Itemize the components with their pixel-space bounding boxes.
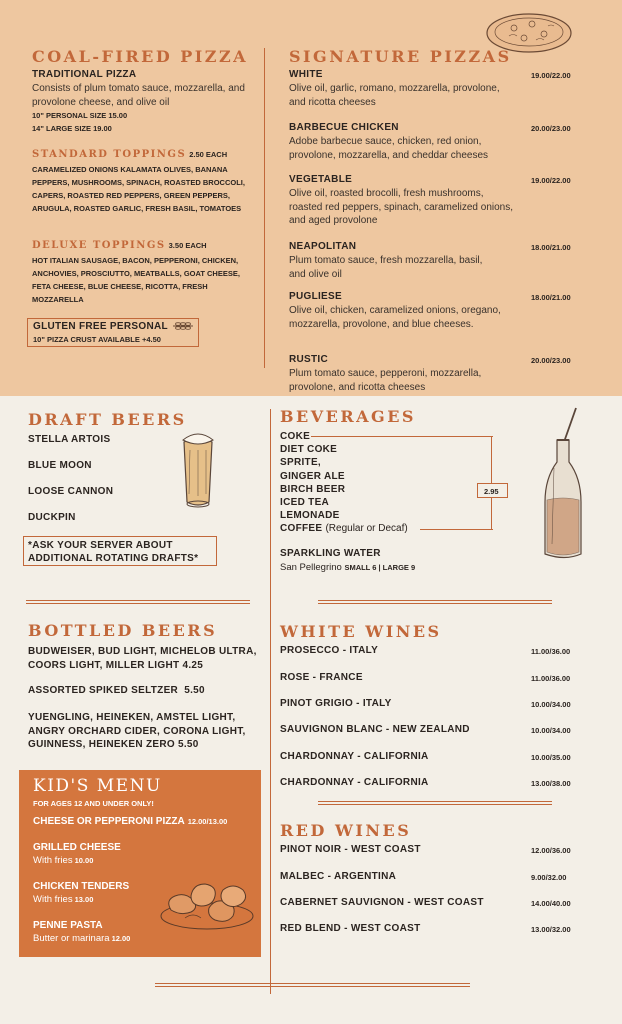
traditional-pizza-desc: Consists of plum tomato sauce, mozzarella, and provolone cheese, and olive oil: [32, 83, 245, 108]
kids-item-chicken-tenders: CHICKEN TENDERS: [33, 881, 130, 892]
bottled-item: YUENGLING, HEINEKEN, AMSTEL LIGHT, ANGRY ORCHARD CIDER, CORONA LIGHT, GUINNESS, HEINEKEN ZERO 5.50: [28, 712, 246, 750]
white-wine-item: CHARDONNAY - CALIFORNIA: [280, 777, 429, 788]
kids-item-penne-pasta: PENNE PASTA: [33, 920, 103, 931]
traditional-size-personal: 10" PERSONAL SIZE 15.00: [32, 111, 128, 120]
pellegrino-line: [280, 562, 415, 573]
kids-item-name: CHEESE OR PEPPERONI PIZZA: [33, 816, 185, 827]
divider-bottom: [155, 983, 470, 987]
red-wine-item: MALBEC - ARGENTINA: [280, 871, 397, 882]
white-wine-price: 11.00/36.00: [531, 647, 571, 656]
wheat-icon: [172, 321, 194, 331]
deluxe-toppings-title: [32, 240, 207, 251]
red-wine-price: 9.00/32.00: [531, 873, 567, 882]
kids-item-chicken-tenders-desc: [33, 894, 93, 905]
kids-item-price: 13.00: [74, 895, 94, 904]
signature-item-rustic-price: 20.00/23.00: [531, 356, 571, 365]
signature-title: SIGNATURE PIZZAS: [289, 47, 512, 66]
pellegrino-sizes: SMALL 6 | LARGE 9: [344, 563, 416, 572]
signature-item-white-price: 19.00/22.00: [531, 71, 571, 80]
bottled-item: ASSORTED SPIKED SELTZER 5.50: [28, 685, 205, 696]
bottled-item: BUDWEISER, BUD LIGHT, MICHELOB ULTRA, COORS LIGHT, MILLER LIGHT 4.25: [28, 646, 257, 671]
white-wine-item: SAUVIGNON BLANC - NEW ZEALAND: [280, 724, 470, 735]
beverages-title: BEVERAGES: [280, 407, 416, 426]
white-wines-title: WHITE WINES: [280, 622, 442, 641]
coffee-note: (Regular or Decaf): [325, 523, 408, 535]
white-wine-item: ROSE - FRANCE: [280, 672, 363, 683]
beer-glass-icon: [178, 432, 218, 514]
white-wine-item: CHARDONNAY - CALIFORNIA: [280, 751, 429, 762]
kids-menu-subtitle: FOR AGES 12 AND UNDER ONLY!: [33, 799, 154, 808]
standard-toppings-list: CARAMELIZED ONIONS KALAMATA OLIVES, BANANA PEPPERS, MUSHROOMS, SPINACH, ROASTED BROCCOLI, CAPERS, ROASTED RED PEPPERS, GREEN PEPPERS, ARUGULA, ROASTED GARLIC, FRESH BASIL, TOMATOES: [32, 165, 245, 213]
signature-item-rustic-name: RUSTIC: [289, 354, 329, 365]
signature-item-bbq-name: BARBECUE CHICKEN: [289, 122, 399, 133]
chicken-tenders-icon: [157, 874, 255, 934]
white-wine-price: 11.00/36.00: [531, 674, 571, 683]
kids-menu-panel: [19, 770, 261, 957]
draft-note: *ASK YOUR SERVER ABOUT ADDITIONAL ROTATING DRAFTS*: [28, 540, 199, 564]
draft-item: DUCKPIN: [28, 512, 76, 523]
kids-item-grilled-cheese: GRILLED CHEESE: [33, 842, 121, 853]
kids-item-desc: Butter or marinara: [33, 933, 110, 944]
draft-item: STELLA ARTOIS: [28, 434, 111, 445]
draft-beers-title: DRAFT BEERS: [28, 410, 187, 429]
divider-left-1: [26, 600, 250, 604]
signature-item-white-name: WHITE: [289, 69, 323, 80]
signature-item-neapolitan-name: NEAPOLITAN: [289, 241, 357, 252]
signature-item-rustic-desc: Plum tomato sauce, pepperoni, mozzarella, provolone, and ricotta cheeses: [289, 368, 482, 393]
deluxe-toppings-price: 3.50 EACH: [168, 241, 207, 250]
white-wine-price: 13.00/38.00: [531, 779, 571, 788]
signature-item-vegetable-desc: Olive oil, roasted brocolli, fresh mushrooms, roasted red peppers, spinach, caramelized onions, and aged provolone: [289, 188, 514, 226]
beverage-item-coffee: [280, 522, 408, 535]
pellegrino-label: San Pellegrino: [280, 562, 342, 573]
draft-item: BLUE MOON: [28, 460, 92, 471]
white-wine-price: 10.00/34.00: [531, 700, 571, 709]
traditional-size-large: 14" LARGE SIZE 19.00: [32, 124, 112, 133]
traditional-pizza-name: TRADITIONAL PIZZA: [32, 69, 137, 80]
bottom-column-divider: [270, 409, 271, 994]
kids-item-price: 12.00: [111, 934, 131, 943]
white-wine-price: 10.00/34.00: [531, 726, 571, 735]
beverage-item: GINGER ALE: [280, 470, 345, 482]
soda-bottle-icon: [540, 404, 586, 564]
signature-item-neapolitan-price: 18.00/21.00: [531, 243, 571, 252]
signature-item-white-desc: Olive oil, garlic, romano, mozzarella, provolone, and ricotta cheeses: [289, 83, 500, 108]
red-wine-item: RED BLEND - WEST COAST: [280, 923, 421, 934]
divider-right-2: [318, 801, 552, 805]
standard-toppings-title: [32, 149, 227, 160]
kids-item-grilled-cheese-desc: [33, 855, 93, 866]
red-wine-item: PINOT NOIR - WEST COAST: [280, 844, 421, 855]
red-wine-item: CABERNET SAUVIGNON - WEST COAST: [280, 897, 484, 908]
red-wines-title: RED WINES: [280, 821, 412, 840]
deluxe-toppings-label: DELUXE TOPPINGS: [32, 240, 166, 251]
red-wine-price: 12.00/36.00: [531, 846, 571, 855]
red-wine-price: 13.00/32.00: [531, 925, 571, 934]
beverage-item: SPRITE,: [280, 457, 321, 469]
kids-item-price: 12.00/13.00: [187, 817, 228, 826]
standard-toppings-label: STANDARD TOPPINGS: [32, 149, 187, 160]
beverage-item: BIRCH BEER: [280, 483, 346, 495]
beverage-list: [280, 430, 408, 536]
white-wine-item: PROSECCO - ITALY: [280, 645, 379, 656]
white-wine-price: 10.00/35.00: [531, 753, 571, 762]
kids-item-desc: With fries: [33, 894, 73, 905]
beverage-item: ICED TEA: [280, 497, 330, 509]
white-wine-item: PINOT GRIGIO - ITALY: [280, 698, 392, 709]
deluxe-toppings-list: HOT ITALIAN SAUSAGE, BACON, PEPPERONI, CHICKEN, ANCHOVIES, PROSCIUTTO, MEATBALLS, GOAT CHEESE, FETA CHEESE, BLUE CHEESE, RICOTTA, FRESH MOZZARELLA: [32, 256, 240, 304]
signature-item-bbq-price: 20.00/23.00: [531, 124, 571, 133]
beverage-item: LEMONADE: [280, 510, 340, 522]
bottled-beers-title: BOTTLED BEERS: [28, 621, 218, 640]
standard-toppings-price: 2.50 EACH: [189, 150, 228, 159]
kids-item-desc: With fries: [33, 855, 73, 866]
gluten-free-title: GLUTEN FREE PERSONAL: [33, 321, 168, 332]
coal-fired-title: COAL-FIRED PIZZA: [32, 47, 249, 66]
beverage-item: COKE: [280, 431, 311, 442]
signature-item-vegetable-name: VEGETABLE: [289, 174, 353, 185]
bracket-bottom: [420, 529, 493, 530]
signature-item-pugliese-name: PUGLIESE: [289, 291, 342, 302]
kids-item-price: 10.00: [74, 856, 94, 865]
signature-item-vegetable-price: 19.00/22.00: [531, 176, 571, 185]
bracket-top: [311, 436, 493, 437]
signature-item-bbq-desc: Adobe barbecue sauce, chicken, red onion, provolone, mozzarella, and cheddar cheeses: [289, 136, 489, 161]
beverage-price: 2.95: [484, 487, 499, 496]
gluten-free-detail: 10" PIZZA CRUST AVAILABLE +4.50: [33, 335, 161, 344]
beverage-item: DIET COKE: [280, 444, 338, 456]
sparkling-water: SPARKLING WATER: [280, 548, 381, 559]
red-wine-price: 14.00/40.00: [531, 899, 571, 908]
signature-item-pugliese-desc: Olive oil, chicken, caramelized onions, oregano, mozzarella, provolone, and blue cheeses.: [289, 305, 501, 330]
top-column-divider: [264, 48, 265, 368]
signature-item-neapolitan-desc: Plum tomato sauce, fresh mozzarella, basil, and olive oil: [289, 255, 483, 280]
divider-right-1: [318, 600, 552, 604]
kids-menu-title: KID'S MENU: [33, 776, 162, 796]
coffee-label: COFFEE: [280, 523, 323, 535]
draft-item: LOOSE CANNON: [28, 486, 114, 497]
kids-item-penne-pasta-desc: [33, 933, 130, 944]
signature-item-pugliese-price: 18.00/21.00: [531, 293, 571, 302]
kids-item-pizza: [33, 816, 227, 827]
